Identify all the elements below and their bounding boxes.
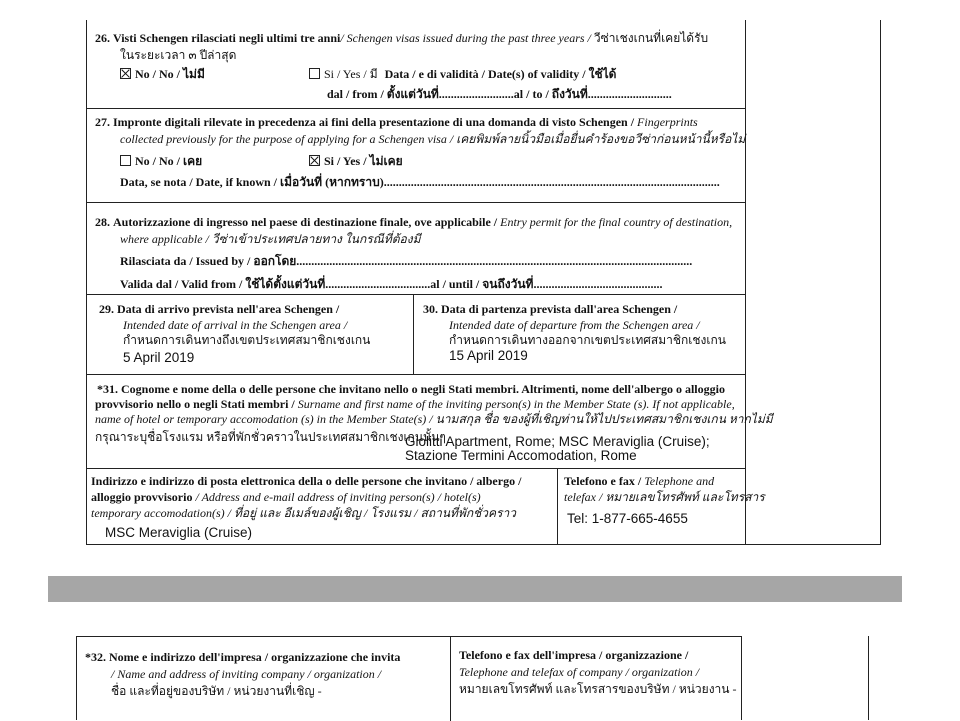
section-31-title: Cognome e nome della o delle persone che invitano nello o negli Stati membri. Altrimenti, nome dell'albergo o alloggio — [121, 382, 725, 396]
yes-checkbox-27[interactable] — [309, 155, 320, 166]
telephone-title-en: Telephone and — [641, 474, 715, 488]
section-26-title-en: / Schengen visas issued during the past three years / — [340, 31, 591, 45]
section-30-en: Intended date of departure from the Schengen area / — [449, 318, 700, 332]
section-29-en: Intended date of arrival in the Schengen area / — [123, 318, 348, 332]
section-32-line2: / Name and address of inviting company / organization / — [111, 667, 382, 681]
no-label-27: No / No / เคย — [135, 154, 203, 168]
section-30-title: Data di partenza prevista dall'area Schengen / — [441, 302, 678, 316]
section-31-line2-b: provvisorio nello o negli Stati membri / — [95, 397, 295, 411]
section-31 — [87, 375, 773, 469]
telephone-line2: telefax / หมายเลขโทรศัพท์ และโทรสาร — [564, 490, 765, 504]
section-address-telephone — [87, 469, 765, 545]
section-29-th: กำหนดการเดินทางถึงเขตประเทศสมาชิกเชงเกน — [123, 333, 371, 347]
section-31-number: *31. — [97, 382, 118, 396]
section-29-number: 29. — [99, 302, 114, 316]
section-28-number: 28. — [95, 215, 110, 229]
section-26-number: 26. — [95, 31, 110, 45]
telephone-value[interactable]: Tel: 1-877-665-4655 — [567, 511, 688, 526]
right-margin-rule-lower — [868, 636, 869, 720]
company-phone-line3: หมายเลขโทรศัพท์ และโทรสารของบริษัท / หน่วยงาน - — [459, 682, 737, 696]
inviting-person-value-1[interactable]: Giolitti Apartment, Rome; MSC Meraviglia (Cruise); — [405, 434, 710, 449]
section-31-line2-i: Surname and first name of the inviting person(s) in the Member State (s). If not applicable, — [294, 397, 735, 411]
section-28 — [87, 203, 745, 295]
address-title: Indirizzo e indirizzo di posta elettronica della o delle persone che invitano / albergo / — [91, 474, 522, 488]
section-26-title-th2: ในระยะเวลา ๓ ปีล่าสุด — [120, 48, 237, 62]
yes-label-26: Si / Yes / มี — [324, 67, 378, 81]
section-26-title: Visti Schengen rilasciati negli ultimi tre anni — [113, 31, 341, 45]
section-31-line3: name of hotel or temporary accomodation (s) in the Member State(s) / นามสกุล ชื่อ ของผู้ที่เชิญท่านให้ไปประเทศสมาชิกเชงเกน หากไม่มี — [95, 412, 773, 426]
no-label-26: No / No / ไม่มี — [135, 67, 205, 81]
departure-date-value[interactable]: 15 April 2019 — [449, 348, 528, 363]
section-26 — [87, 20, 745, 109]
section-27 — [87, 109, 745, 203]
section-27-line2: collected previously for the purpose of applying for a Schengen visa / เคยพิมพ์ลายนิ้วมือเมื่อยื่นคำร้องขอวีซ่าก่อนหน้านี้หรือไม่ — [120, 132, 746, 146]
section-31-line4: กรุณาระบุชื่อโรงแรม หรือที่พักชั่วคราวในประเทศสมาชิกเชงเกนนั้นๆ — [95, 430, 446, 444]
section-28-line2: where applicable / วีซ่าเข้าประเทศปลายทาง ในกรณีที่ต้องมี — [120, 232, 421, 246]
validity-dates-26[interactable]: dal / from / ตั้งแต่วันที่.........................al / to / ถึงวันที่............................ — [327, 87, 672, 101]
company-phone-line2: Telephone and telefax of company / organization / — [459, 665, 700, 679]
arrival-date-value[interactable]: 5 April 2019 — [123, 350, 195, 365]
section-27-title: Impronte digitali rilevate in precedenza ai fini della presentazione di una domanda di visto Schengen / — [113, 115, 635, 129]
date-field-27[interactable]: Data, se nota / Date, if known / เมื่อวันที่ (หากทราบ)................................................................................................................ — [120, 175, 720, 189]
yes-checkbox-26[interactable] — [309, 68, 320, 79]
section-26-title-th: วีซ่าเชงเกนที่เคยได้รับ — [590, 31, 709, 45]
section-28-title-en: Entry permit for the final country of destination, — [497, 215, 733, 229]
section-30-number: 30. — [423, 302, 438, 316]
section-29-30 — [87, 295, 745, 375]
bottom-margin-rule-upper — [744, 544, 881, 545]
right-margin-rule-upper — [880, 20, 881, 545]
page-separator-bar — [48, 576, 902, 602]
validity-label-26: Data / e di validità / Date(s) of validity / ใช้ได้ — [384, 67, 617, 81]
section-27-number: 27. — [95, 115, 110, 129]
company-phone-title: Telefono e fax dell'impresa / organizzazione / — [459, 648, 689, 662]
no-checkbox-27[interactable] — [120, 155, 131, 166]
section-30-th: กำหนดการเดินทางออกจากเขตประเทศสมาชิกเชงเกน — [449, 333, 726, 347]
address-line3: temporary accomodation(s) / ที่อยู่ และ อีเมล์ของผู้เชิญ / โรงแรม / สถานที่พักชั่วคราว — [91, 506, 516, 520]
valid-from-field[interactable]: Valida dal / Valid from / ใช้ได้ตั้งแต่วันที่...................................al / until / จนถึงวันที่........................................... — [120, 277, 663, 291]
address-line2-b: alloggio provvisorio — [91, 490, 193, 504]
section-27-title-en: Fingerprints — [634, 115, 698, 129]
section-28-title: Autorizzazione di ingresso nel paese di destinazione finale, ove applicabile / — [113, 215, 498, 229]
section-32-number: *32. — [85, 650, 106, 664]
form-page-upper — [86, 20, 773, 545]
telephone-title: Telefono e fax / — [564, 474, 642, 488]
yes-label-27: Si / Yes / ไม่เคย — [324, 154, 403, 168]
form-page-lower — [76, 636, 742, 720]
address-value[interactable]: MSC Meraviglia (Cruise) — [105, 525, 253, 540]
address-line2-i: / Address and e-mail address of inviting person(s) / hotel(s) — [192, 490, 481, 504]
section-29-title: Data di arrivo prevista nell'area Schengen / — [117, 302, 340, 316]
issued-by-field[interactable]: Rilasciata da / Issued by / ออกโดย.................................................................................................................................... — [120, 254, 693, 268]
no-checkbox-26[interactable] — [120, 68, 131, 79]
section-32-title: Nome e indirizzo dell'impresa / organizzazione che invita — [109, 650, 401, 664]
inviting-person-value-2[interactable]: Stazione Termini Accomodation, Rome — [405, 448, 637, 463]
section-32-line3: ชื่อ และที่อยู่ของบริษัท / หน่วยงานที่เชิญ - — [111, 684, 322, 698]
